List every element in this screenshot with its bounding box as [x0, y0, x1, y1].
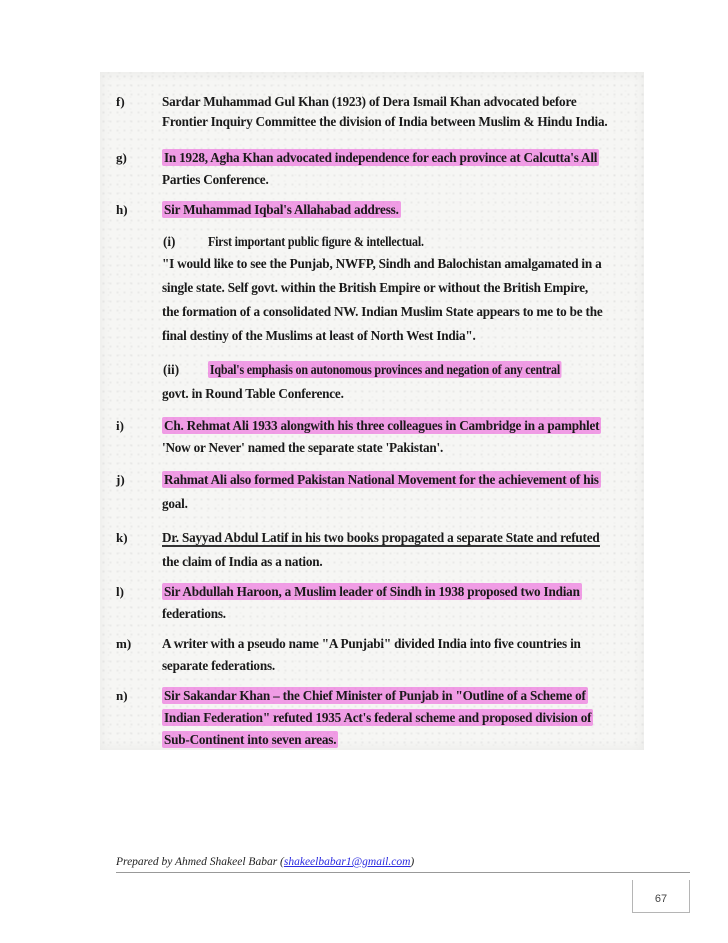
list-item-f-line-2 — [100, 110, 644, 134]
item-marker: m) — [116, 636, 132, 651]
sub-item-marker: (i) — [163, 234, 176, 249]
item-text-line — [162, 580, 632, 604]
item-marker: g) — [116, 150, 127, 165]
list-item-k-line-2 — [100, 550, 644, 574]
highlighted-text: Ch. Rehmat Ali 1933 alongwith his three colleagues in Cambridge in a pamphlet — [164, 418, 600, 433]
item-text-line: final destiny of the Muslims at least of North West India". — [162, 328, 476, 343]
item-text-line — [208, 358, 636, 382]
item-text-line: "I would like to see the Punjab, NWFP, Sindh and Balochistan amalgamated in a — [162, 256, 602, 271]
list-item-i — [100, 414, 644, 438]
item-text-line: Frontier Inquiry Committee the division of India between Muslim & Hindu India. — [162, 114, 608, 129]
list-item-n — [100, 684, 644, 708]
list-item-n-line-3 — [100, 728, 644, 750]
footer-suffix: ) — [410, 856, 415, 868]
list-item-h-sub-i — [100, 230, 644, 254]
item-text-line: 'Now or Never' named the separate state 'Pakistan'. — [162, 440, 444, 455]
list-item-h-sub-ii — [100, 358, 644, 382]
footer-email-link[interactable]: shakeelbabar1@gmail.com — [283, 856, 411, 868]
quote-line — [100, 252, 644, 276]
underlined-text: Dr. Sayyad Abdul Latif in his two books propagated a separate State and refuted — [162, 530, 600, 545]
item-text-line: federations. — [162, 606, 226, 621]
item-text-line — [162, 414, 632, 438]
item-marker: n) — [116, 688, 128, 703]
item-marker: h) — [116, 202, 128, 217]
list-item-h-sub-ii-line-2 — [100, 382, 644, 406]
highlighted-text: Sub-Continent into seven areas. — [164, 732, 337, 747]
item-text-line: First important public figure & intellectual. — [208, 234, 424, 249]
quote-line — [100, 324, 644, 348]
highlighted-text: Sir Abdullah Haroon, a Muslim leader of Sindh in 1938 proposed two Indian — [164, 584, 580, 599]
highlighted-text: Indian Federation" refuted 1935 Act's federal scheme and proposed division of — [164, 710, 592, 725]
quote-line — [100, 276, 644, 300]
item-text-line — [162, 146, 632, 170]
item-text-line — [162, 526, 632, 550]
quote-line — [100, 300, 644, 324]
list-item-l-line-2 — [100, 602, 644, 626]
page-footer — [116, 856, 414, 868]
highlighted-text: Sir Muhammad Iqbal's Allahabad address. — [164, 202, 399, 217]
item-text-line: the formation of a consolidated NW. Indian Muslim State appears to me to be the — [162, 304, 603, 319]
list-item-g-line-2 — [100, 168, 644, 192]
list-item-h — [100, 198, 644, 222]
item-text-line: govt. in Round Table Conference. — [162, 386, 344, 401]
item-text-line: goal. — [162, 496, 188, 511]
page-number: 67 — [632, 887, 690, 913]
item-text-line: separate federations. — [162, 658, 275, 673]
list-item-l — [100, 580, 644, 604]
item-text-line — [162, 198, 632, 222]
item-text-line: single state. Self govt. within the British Empire or without the British Empire, — [162, 280, 588, 295]
list-item-j-line-2 — [100, 492, 644, 516]
item-text-line — [162, 468, 632, 492]
item-marker: i) — [116, 418, 124, 433]
list-item-m-line-2 — [100, 654, 644, 678]
item-text-line — [162, 706, 632, 730]
highlighted-text: Sir Sakandar Khan – the Chief Minister of Punjab in "Outline of a Scheme of — [164, 688, 586, 703]
highlighted-text: Rahmat Ali also formed Pakistan National Movement for the achievement of his — [164, 472, 599, 487]
item-text-line: A writer with a pseudo name "A Punjabi" divided India into five countries in — [162, 636, 581, 651]
item-marker: f) — [116, 94, 125, 109]
footer-prefix: Prepared by Ahmed Shakeel Babar ( — [116, 856, 284, 868]
sub-item-marker: (ii) — [163, 362, 180, 377]
highlighted-text: Iqbal's emphasis on autonomous provinces and negation of any central — [209, 362, 561, 377]
list-item-n-line-2 — [100, 706, 644, 730]
list-item-m — [100, 632, 644, 656]
footer-divider — [116, 872, 690, 873]
list-item-k — [100, 526, 644, 550]
list-item-g — [100, 146, 644, 170]
item-text-line: Sardar Muhammad Gul Khan (1923) of Dera Ismail Khan advocated before — [162, 94, 577, 109]
item-text-line: Parties Conference. — [162, 172, 269, 187]
item-marker: k) — [116, 530, 128, 545]
list-item-i-line-2 — [100, 436, 644, 460]
scanned-page-image — [100, 72, 644, 750]
list-item-j — [100, 468, 644, 492]
highlighted-text: In 1928, Agha Khan advocated independence for each province at Calcutta's All — [164, 150, 598, 165]
item-text-line — [162, 684, 632, 708]
item-text-line — [162, 728, 632, 750]
item-marker: j) — [116, 472, 125, 487]
item-marker: l) — [116, 584, 124, 599]
item-text-line: the claim of India as a nation. — [162, 554, 323, 569]
